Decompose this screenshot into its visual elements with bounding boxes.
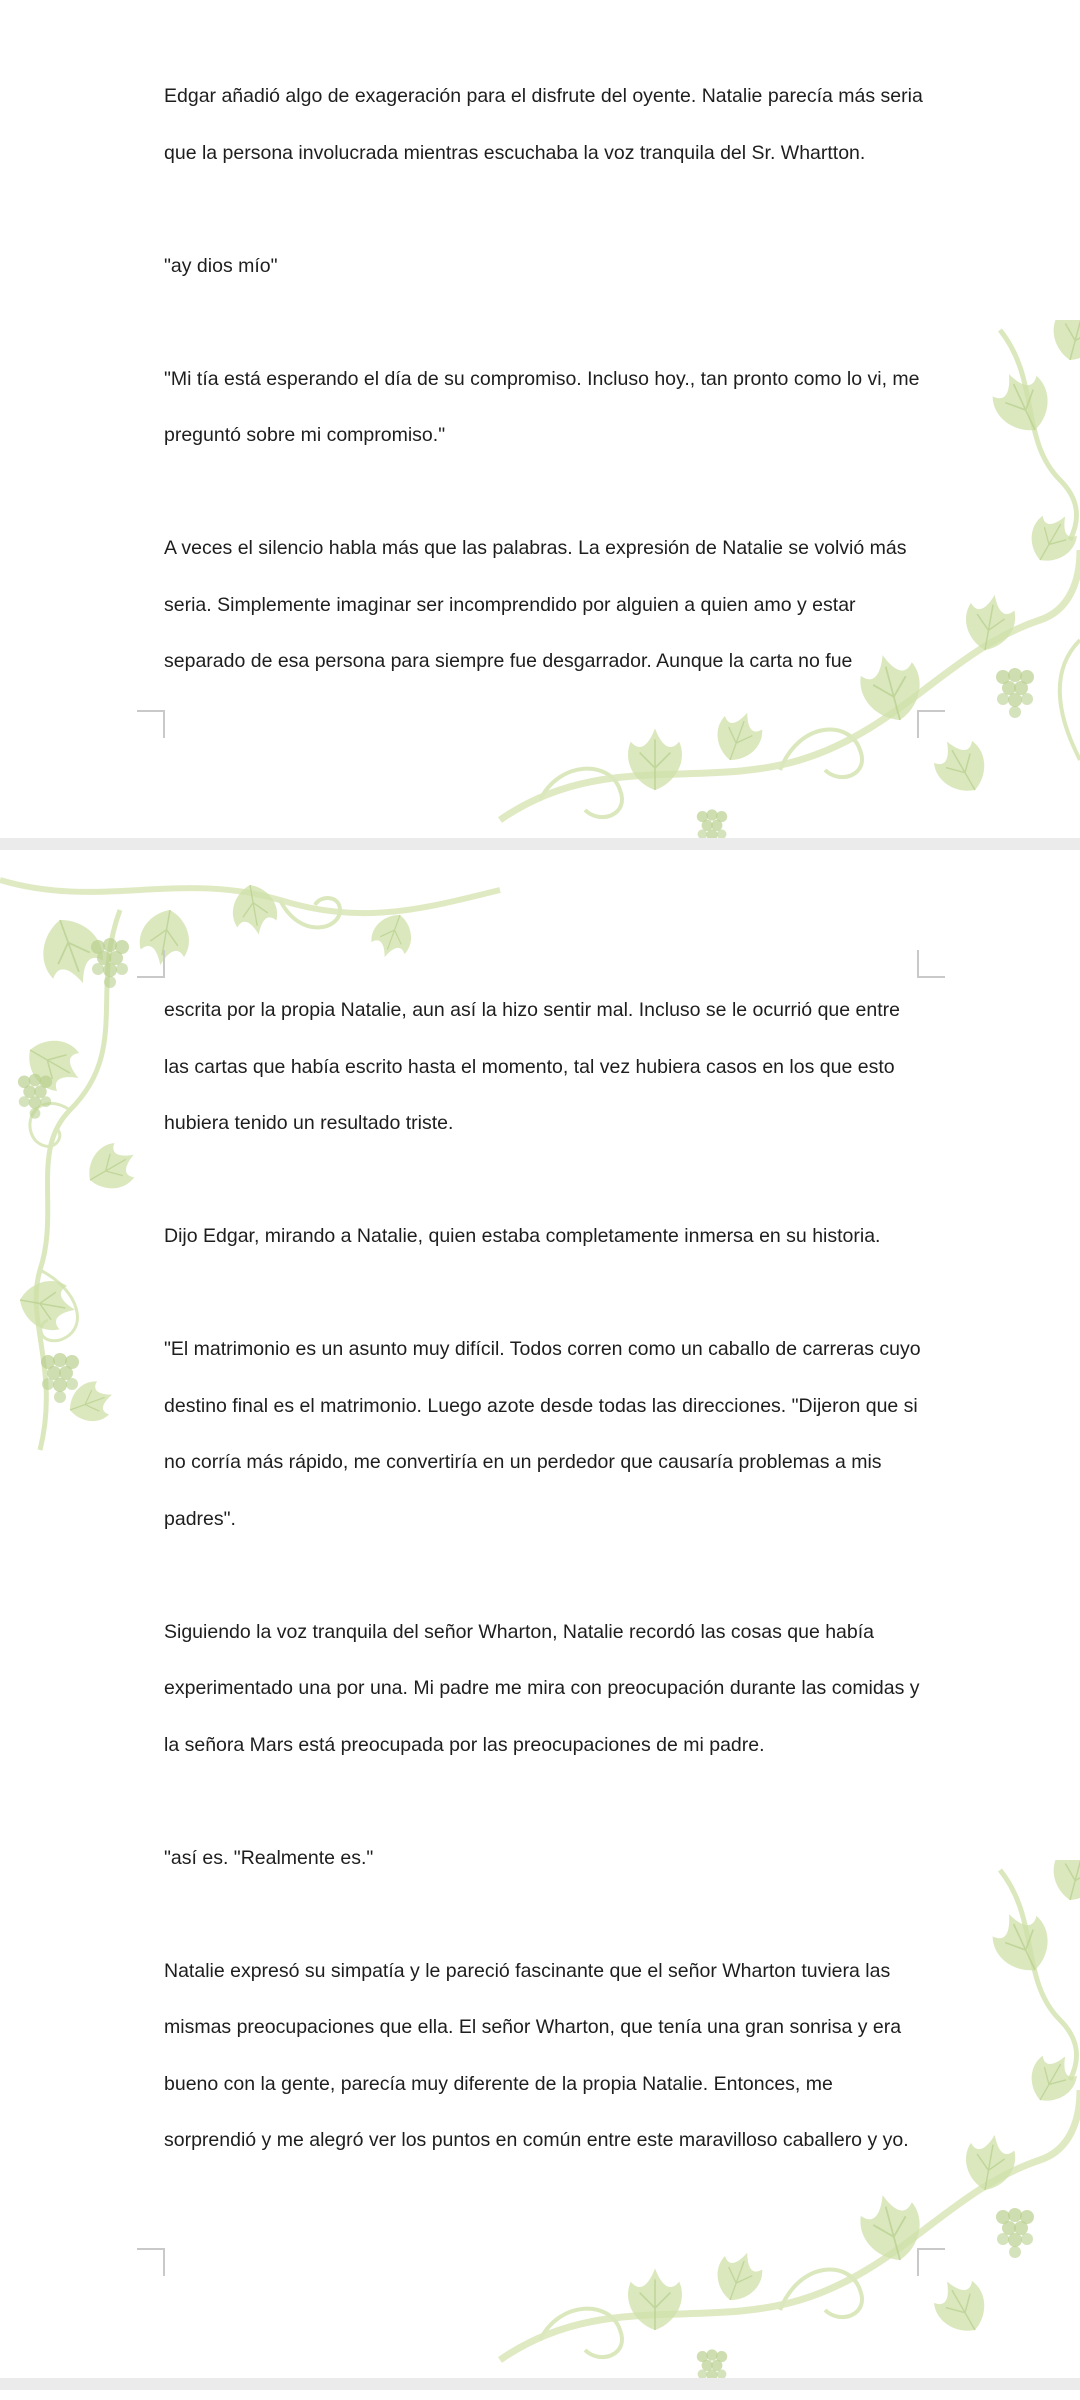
paragraph: Dijo Edgar, mirando a Natalie, quien estaba completamente inmersa en su historia. xyxy=(164,1225,881,1247)
page-corner-mark xyxy=(917,710,945,738)
page-corner-mark xyxy=(137,710,165,738)
page-corner-mark xyxy=(137,950,165,978)
paragraph: Siguiendo la voz tranquila del señor Wharton, Natalie recordó las cosas que había experimentado una por una. Mi padre me mira con preocupación durante las comidas y la señora Mars está preocupada por las preocupaciones de mi padre. xyxy=(164,1620,920,1756)
page-corner-mark xyxy=(917,2248,945,2276)
vine-decoration-top-left xyxy=(0,2390,540,2400)
document-page-3 xyxy=(0,2390,1080,2400)
paragraph: "ay dios mío" xyxy=(164,254,278,277)
page-2-text xyxy=(164,982,924,2169)
paragraph: A veces el silencio habla más que las palabras. La expresión de Natalie se volvió más seria. Simplemente imaginar ser incomprendido por alguien a quien amo y estar separado de esa persona para siempre fue desgarrador. Aunque la carta no fue xyxy=(164,537,907,672)
paragraph: "Mi tía está esperando el día de su compromiso. Incluso hoy., tan pronto como lo vi, me preguntó sobre mi compromiso." xyxy=(164,367,920,446)
paragraph: "así es. "Realmente es." xyxy=(164,1846,374,1869)
page-corner-mark xyxy=(137,2248,165,2276)
paragraph: Edgar añadió algo de exageración para el disfrute del oyente. Natalie parecía más seria que la persona involucrada mientras escuchaba la voz tranquila del Sr. Whartton. xyxy=(164,85,923,164)
document-page-1 xyxy=(0,0,1080,838)
paragraph: "El matrimonio es un asunto muy difícil. Todos corren como un caballo de carreras cuyo destino final es el matrimonio. Luego azote desde todas las direcciones. "Dijeron que si no corría más rápido, me convertiría en un perdedor que causaría problemas a mis padres". xyxy=(164,1338,921,1530)
paragraph: Natalie expresó su simpatía y le pareció fascinante que el señor Wharton tuviera las mismas preocupaciones que ella. El señor Wharton, que tenía una gran sonrisa y era bueno con la gente, parecía muy diferente de la propia Natalie. Entonces, me sorprendió y me alegró ver los puntos en común entre este maravilloso caballero y yo. xyxy=(164,1959,909,2151)
page-1-text xyxy=(164,68,924,690)
page-corner-mark xyxy=(917,950,945,978)
paragraph: escrita por la propia Natalie, aun así la hizo sentir mal. Incluso se le ocurrió que entre las cartas que había escrito hasta el momento, tal vez hubiera casos en los que esto hubiera tenido un resultado triste. xyxy=(164,999,900,1134)
document-page-2 xyxy=(0,850,1080,2378)
